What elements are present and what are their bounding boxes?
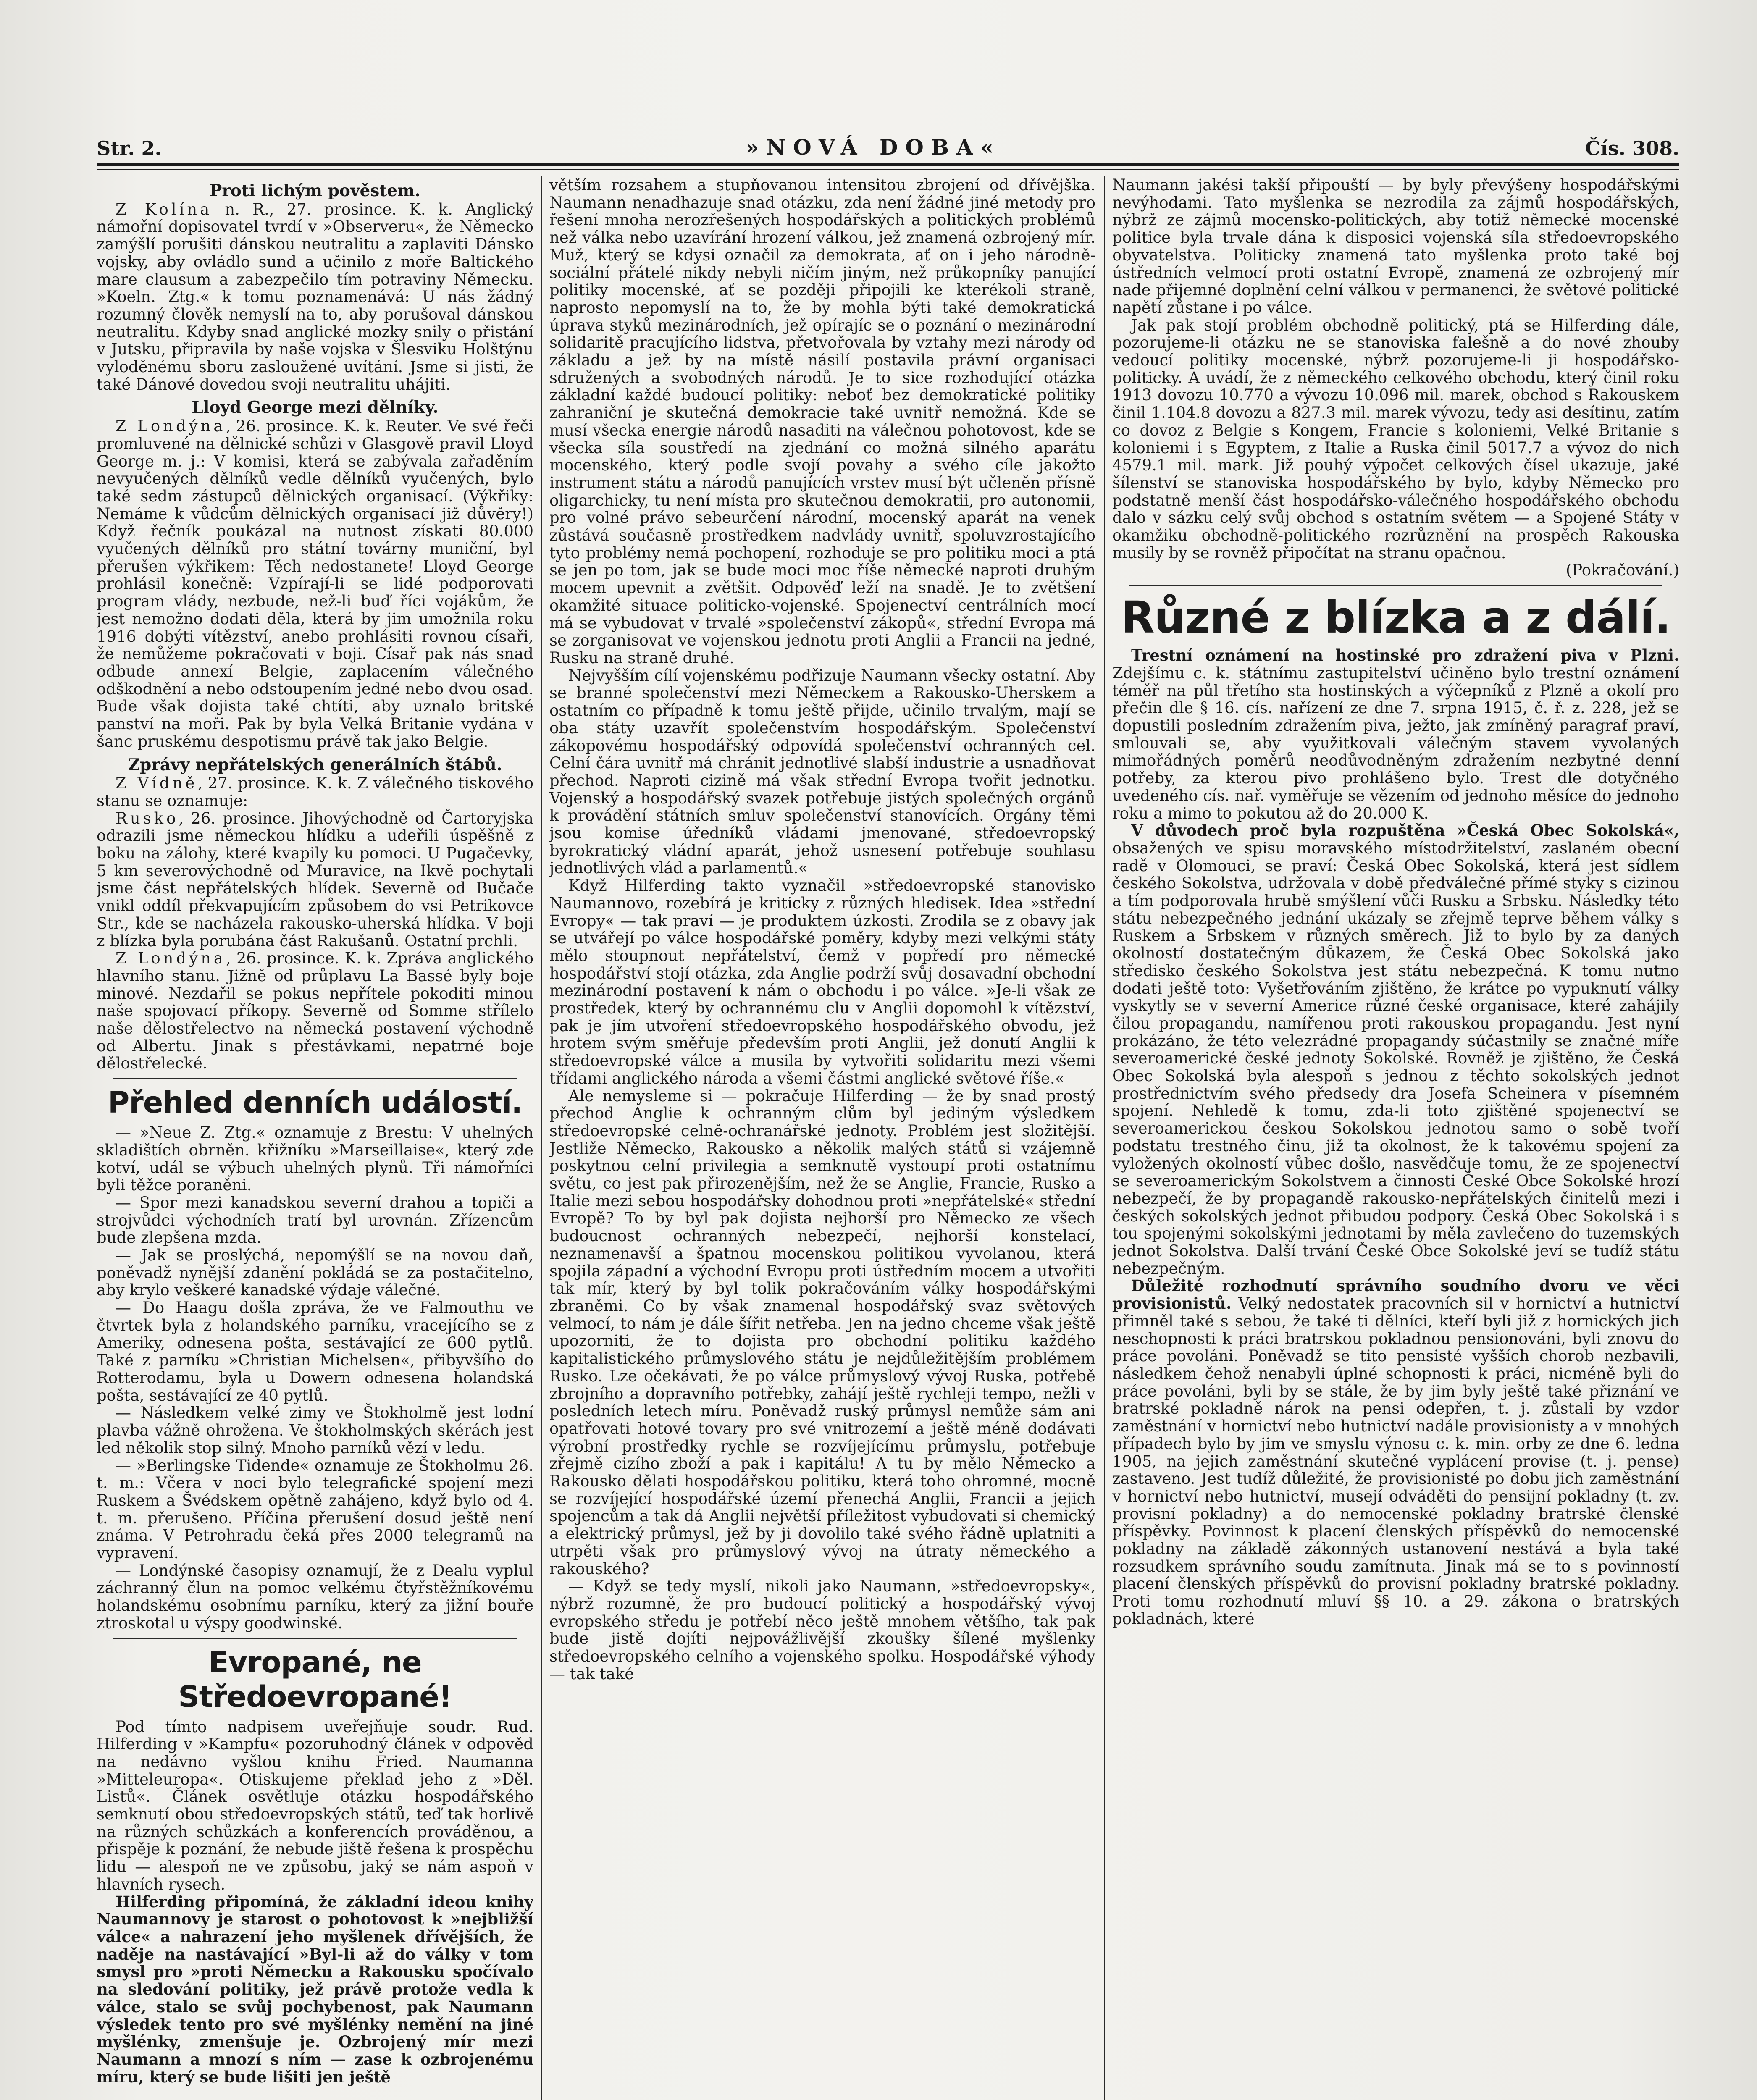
header-rule [97, 163, 1679, 166]
section-title-daily-events: Přehled denních událostí. [108, 1085, 522, 1120]
column-divider [1104, 176, 1105, 2100]
issue-number: Čís. 308. [1585, 137, 1679, 160]
section-rule [113, 1078, 517, 1079]
masthead-title: »NOVÁ DOBA« [746, 135, 1001, 160]
headline-enemy-staff-reports: Zprávy nepřátelských generálních štábů. [128, 755, 502, 774]
section-title-europeans: Evropané, ne Středoevropané! [178, 1645, 452, 1714]
section-title-misc: Různé z blízka a z dálí. [1121, 592, 1671, 643]
news-item: — Jak se proslýchá, nepomýšlí se na novou daň, poněvadž nynější zdanění pokládá se za postačitelno, aby krylo veškeré kanadské výdaje válečné. [97, 1246, 533, 1299]
section-rule [1129, 585, 1662, 586]
article-paragraph: větším rozsahem a stupňovanou intensitou zbrojení od dřívějška. Naumann nenadhazuje snad otázku, zda není žádné jiné metody pro řešení mnoha nerozřešených hospodářských a politických problémů než válka nebo uzavírání hrození válkou, jež znamená ozbrojený mír. Muž, který se kdysi označil za demokrata, ať on i jeho národně-sociální přátelé nikdy nebyli ničím jiným, než průkopníky panující politiky mocenské, ať se později připojili ke kterékoli straně, naprosto nepomyslí na to, že by mohla býti také demokratická úprava styků mezinárodních, jež opírajíc se o poznání o mezinárodní solidaritě pracujícího lidstva, přetvořovala by vztahy mezi národy od základu a jež by na místě násilí postavila právní organisaci sdružených a svobodných národů. Je to sice rozhodující otázka základní každé budoucí politiky: neboť bez demokratické politiky zahraniční je skutečná demokracie také uvnitř nemožná. Kde se musí všecka energie národů nasaditi na válečnou pohotovost, kde se všecka síla soustředí na zjednání co možná silného aparátu mocenského, který podle svojí povahy a svého cíle jakožto instrument státu a národů panujících vrstev musí být učleněn přísně oligarchicky, tu není místa pro skutečnou demokratii, pro autonomii, pro volné právo sebeurčení národní, mocenský aparát na venek zůstává současně prostředkem nadvlády uvnitř, spoluvzrostajícího tyto problémy nemá pochopení, rozhoduje se pro politiku moci a ptá se jen po tom, jak se bude moci moc říše německé naproti druhým mocem upevnit a zvětšit. Odpověď leží na snadě. Je to zvětšení okamžité situace politicko-vojenské. Spojenectví centrálních mocí má se vybudovat v trvalé »společenství zákopů«, střední Evropa má se zorganisovat ve vojenskou jednotu proti Anglii a Francii na jedné, Rusku na straně druhé. [549, 176, 1095, 667]
page-number: Str. 2. [97, 137, 162, 160]
article-paragraph: Jak pak stojí problém obchodně politický, ptá se Hilferding dále, pozorujeme-li otázku ne se stanoviska falešně a do nové zhouby vedoucí politiky mocenské, nýbrž pozorujeme-li ji hospodářsko-politicky. A uvádí, že z německého celkového obchodu, který činil roku 1913 dovozu 10.770 a vývozu 10.096 mil. marek, obchod s Rakouskem činil 1.104.8 dovozu a 827.3 mil. marek vývozu, tedy asi desítinu, zatím co dovoz z Belgie s Kongem, Francie s koloniemi, Velké Britanie s koloniemi i s Egyptem, z Italie a Ruska činil 5017.7 a vývoz do nich 4579.1 mil. mark. Již pouhý výpočet celkových čísel ukazuje, jaké šílenství se stanoviska hospodářského by bylo, kdyby Německo pro podstatně menší část hospodářsko-válečného hospodářského obchodu dalo v sázku celý svůj obchod s ostatním světem — a Spojené Státy v okamžiku obchodně-politického rozrůznění na prospěch Rakouska musily by se rovněž připočítat na stranu opačnou. [1112, 316, 1679, 562]
header-rule-thin [97, 169, 1679, 170]
article-paragraph: Pod tímto nadpisem uveřejňuje soudr. Rud. Hilferding v »Kampfu« pozoruhodný článek v odpověď na nedávno vyšlou knihu Fried. Naumanna »Mitteleuropa«. Otiskujeme překlad jeho z »Děl. Listů«. Článek osvětluje otázku hospodářského semknutí obou středoevropských států, teď tak horlivě na různých schůzkách a konferencích prováděnou, a přispěje k poznání, že nebude jiště řešena k prospěchu lidu — alespoň ne ve způsobu, jaký se nám aspoň v hlavních rysech. [97, 1717, 533, 1893]
continued-note: (Pokračování.) [1565, 561, 1679, 580]
article-paragraph: Když Hilferding takto vyznačil »středoevropské stanovisko Naumannovo, rozebírá je kriticky z různých hledisek. Idea »střední Evropy« — tak praví — je produktem úzkosti. Zrodila se z obavy jak se utvářejí po válce hospodářské poměry, kdyby mezi velkými státy mělo stoupnout nepřátelství, čemž v popředí pro německé hospodářství stojí otázka, zda Anglie podrží svůj dosavadní obchodní mezinárodní postavení k nám o obchodu i po válce. »Je-li však ze prostředek, který by ochrannému clu v Anglii dopomohl k vítězství, pak je jím utvoření středoevropského hospodářského obvodu, jež hrotem svým směřuje především proti Anglii, jež donutí Anglii k středoevropské válce a musila by vytvořiti solidaritu mezi všemi třídami anglického národa a všemi částmi anglické světové říše.« [549, 877, 1095, 1087]
section-rule [113, 1638, 517, 1639]
column-1 [97, 176, 533, 2100]
news-item: Důležité rozhodnutí správního soudního dvoru ve věci provisionistů. Velký nedostatek pracovních sil v hornictví a hutnictví přimněl také s sebou, že také ti dělníci, kteří byli již z hornických jich neschopnosti k práci bratrskou pokladnou pensionováni, byli znovu do práce povoláni. Poněvadž se tito pensisté vyšších chorob nezbavili, následkem čehož nenabyli úplné schopnosti k práci, nicméně byli do práce povoláni, byli by se stále, že by jim byly ještě také přiznání ve bratrské pokladně nárok na pensi odepřen, t. j. zůstali by vzdor zaměstnání v hornictví nebo hutnictví nadále provisionisty a v mnohých případech bylo by jim ve smyslu výnosu c. k. min. orby ze dne 6. ledna 1905, na jejich zaměstnání skutečné vyplácení provise (t. j. pense) zastaveno. Jest tudíž důležité, že provisionisté po dobu jich zaměstnání v hornictví nebo hutnictví, musejí odváděti do pensijní pokladny (t. zv. provisní pokladny) a do nemocenské pokladny bratrské členské příspěvky. Povinnost k placení členských příspěvků do nemocenské pokladny na základě zákonných ustanovení nestává a byla také rozsudkem správního soudu zamítnuta. Jinak má se to s povinností placení členských příspěvků do provisní pokladny bratrské pokladny. Proti tomu rozhodnutí mluví §§ 10. a 29. zákona o bratrských pokladnách, které [1112, 1276, 1679, 1628]
headline-lloyd-george: Lloyd George mezi dělníky. [192, 398, 439, 417]
news-item: — Londýnské časopisy oznamují, že z Dealu vyplul záchranný člun na pomoc velkému čtyřstěžníkovému holandskému osobnímu parníku, který za jižní bouře ztroskotal u výspy goodwinské. [97, 1561, 533, 1632]
news-item: — Spor mezi kanadskou severní drahou a topiči a strojvůdci východních tratí byl urovnán. Zřízencům bude zlepšena mzda. [97, 1193, 533, 1247]
article-paragraph: Z Londýna, 26. prosince. K. k. Zpráva anglického hlavního stanu. Jižně od průplavu La Bassé byly boje minové. Nezdařil se pokus nepřítele pokoditi minou naše spojovací příkopy. Severně od Somme střílelo naše dělostřelectvo na německá postavení východně od Albertu. Jinak s přestávkami, nepatrné boje dělostřelecké. [97, 949, 533, 1073]
news-item: — »Berlingske Tidende« oznamuje ze Štokholmu 26. t. m.: Včera v noci bylo telegrafické spojení mezi Ruskem a Švédskem opětně zahájeno, když bylo od 4. t. m. přerušeno. Příčina přerušení dosud ještě není známa. V Petrohradu čeká přes 2000 telegramů na vypravení. [97, 1456, 533, 1562]
column-3 [1112, 176, 1679, 2100]
news-item: — »Neue Z. Ztg.« oznamuje z Brestu: V uhelných skladištích obrněn. křižníku »Marseillaise«, který zde kotví, udál se výbuch uhelných plynů. Tři námořníci byli těžce poraněni. [97, 1124, 533, 1194]
article-paragraph: — Když se tedy myslí, nikoli jako Naumann, »středoevropsky«, nýbrž rozumně, že pro budoucí politický a hospodářský vývoj evropského středu je potřebí něco ještě mnohem většího, tak pak bude jistě dojíti nejpovážlivější zkoušky šílené myšlenky středoevropského celního a vojenského spolku. Hospodářské výhody — tak také [549, 1577, 1095, 1683]
news-item: V důvodech proč byla rozpuštěna »Česká Obec Sokolská«, obsažených ve spisu moravského místodržitelství, zaslaném obecní radě v Olomouci, se praví: Česká Obec Sokolská, která jest sídlem českého Sokolstva, udržovala v době předválečné přímé styky s cizinou a tím podporovala hrubě smýšlení vůči Rusku a Srbsku. Následky této státu nebezpečného jednání ukázaly se zřejmě teprve během války s Ruskem a Srbskem v různých směrech. Již to bylo by za daných okolností dostatečným důkazem, že Česká Obec Sokolská jako středisko českého Sokolstva jest státu nebezpečná. K tomu nutno dodati ještě toto: Vyšetřováním zjištěno, že krátce po vypuknutí války vyskytly se v severní Americe různé české organisace, které zahájily čilou propagandu, namířenou proti rakouskou propagandu. Jest nyní prokázáno, že této velezrádné propagandy súčastnily se značné míře severoamerické české jednoty Sokolské. Rovněž je zjištěno, že Česká Obec Sokolská byla alespoň s jednou z těchto sokolských jednot prostřednictvím svého předsedy dra Josefa Scheinera v písemném spojení. Nehledě k tomu, zda-li toto zjištěné spojenectví se severoamerickou českou Sokolskou jednotou samo o sobě tvoří podstatu trestného činu, již ta okolnost, že k takovému spojení za vyložených okolností vůbec došlo, nasvědčuje tomu, že ze spojenectví se severoamerickým Sokolstvem a činnosti České Obce Sokolské hrozí nebezpečí, že by propagandě rakousko-nepřátelských činitelů mezi i českých sokolských jednot přibudou podpory. Česká Obec Sokolská i s tou spojenými sokolskými jednotami by měla zavlečeno do tuzemských jednot Sokolstva. Další trvání České Obce Sokolské jeví se tudíž státu nebezpečným. [1112, 821, 1679, 1278]
page-header [97, 126, 1679, 160]
news-item: — Následkem velké zimy ve Štokholmě jest lodní plavba vážně ohrožena. Ve štokholmských skérách jest led několik stop silný. Mnoho parníků vězí v ledu. [97, 1404, 533, 1457]
column-2 [549, 176, 1095, 2100]
news-item: Trestní oznámení na hostinské pro zdražení piva v Plzni. Zdejšímu c. k. státnímu zastupitelství učiněno bylo trestní oznámení téměř na půl třetího sta hostinských a výčepníků z Plzně a okolí pro přečin dle § 16. cís. nařízení ze dne 7. srpna 1915, č. ř. z. 228, jež se dopustili posledním zdražením piva, ježto, jak zmíněný paragraf praví, smlouvali se, aby využitkovali válečným stavem vyvolaných mimořádných poměrů neodůvodněným zdražením nezbytné denní potřeby, za kterou pivo prohlášeno bylo. Trest dle dotyčného uvedeného cís. nař. vyměřuje se vězením od jednoho měsíce do jednoho roku a mimo to pokutou až do 20.000 K. [1112, 646, 1679, 822]
article-paragraph: Z Vídně, 27. prosince. K. k. Z válečného tiskového stanu se oznamuje: [97, 774, 533, 810]
news-item: — Do Haagu došla zpráva, že ve Falmouthu ve čtvrtek byla z holandského parníku, vracejícího se z Ameriky, odnesena pošta, sestávající ze 600 pytlů. Také z parníku »Christian Michelsen«, přibyvšího do Rotterodamu, byla u Dowern odnesena holandská pošta, sestávající ze 40 pytlů. [97, 1299, 533, 1404]
article-paragraph: Hilferding připomíná, že základní ideou knihy Naumannovy je starost o pohotovost k »nejbližší válce« a nahrazení jeho myšlenek dřívějších, že naděje na nastávající »Byl-li až do války v tom smysl pro »proti Německu a Rakousku spočívalo na sledování politiky, jež právě protože vedla k válce, stalo se svůj pochybenost, pak Naumann výsledek tento pro své myšlénky nemění na jiné myšlénky, zmenšuje je. Ozbrojený mír mezi Naumann a mnozí s ním — zase k ozbrojenému míru, který se bude lišiti jen ještě [97, 1892, 533, 2086]
article-paragraph: Naumann jakési takší připouští — by byly převýšeny hospodářskými nevýhodami. Tato myšlenka se nezrodila za zájmů hospodářských, nýbrž ze zájmů mocensko-politických, aby totiž německé mocenské politice byla trvale dána k disposici vojenská síla středoevropského obyvatelstva. Politicky znamená tato myšlenka proto také boj ústředních velmocí proti ostatní Evropě, znamená ze ozbrojený mír nade přijemné doplnění celní válkou v permanenci, že světové politické napětí zůstane i po válce. [1112, 176, 1679, 317]
column-divider [541, 176, 542, 2100]
article-paragraph: Ale nemysleme si — pokračuje Hilferding — že by snad prostý přechod Anglie k ochranným clům byl jediným výsledkem středoevropské celně-ochranářské jednoty. Problém jest složitější. Jestliže Německo, Rakousko a několik malých států si vzájemně poskytnou celní privilegia a semknutě vystoupí proti ostatnímu světu, co jest pak přirozenějším, než že se Anglie, Francie, Rusko a Italie mezi sebou hospodářsky dohodnou proti »nepřátelské« střední Evropě? To by byl pak dojista nejhorší pro Německo ze všech budoucnost ochranných nebezpečí, nejhorší konstelací, neznamenavší a špatnou mocenskou politikou vyvolanou, která spojila západní a východní Evropu proti ústředním mocem a utvořiti tak mír, který by byl tolik pokračováním války hospodářskými zbraněmi. Co by však znamenal hospodářský svaz světových velmocí, to nám je dále šířit netřeba. Jen na jedno chceme však ještě upozorniti, že to dojista pro obchodní politiku každého kapitalistického průmyslového státu je nejdůležitějším problémem Rusko. Lze očekávati, že po válce průmyslový vývoj Ruska, potřebě zbrojního a dopravního potřebky, zahájí ještě rychleji tempo, nežli v posledních letech míru. Poněvadž ruský průmysl nemůže sám ani opatřovati hotové tovary pro své vnitrozemí a ještě méně dodávati výrobní prostředky rychle se rozvíjejícímu průmyslu, potřebuje zřejmě cizího zboží a pak i kapitálu! A tu by mělo Německo a Rakousko dělati hospodářskou politiku, která toho ohromné, mocně se rozvíjející hospodářské území přenechá Anglii, Francii a jejich spojencům a tak dá Anglii největší příležitost vybudovati si chemický a elektrický průmysl, jež by ji dovolilo také svého řádně uplatniti a utrpěti však pro průmyslový vývoj na útraty německého a rakouského? [549, 1087, 1095, 1578]
article-paragraph: Nejvyšším cílí vojenskému podřizuje Naumann všecky ostatní. Aby se branné společenství mezi Německem a Rakousko-Uherskem a ostatním co případně k tomu ještě přijde, učinilo trvalým, mají se oba státy uzavřít společenstvím hospodářským. Společenství zákopovému hospodářský odpovídá společenství ochranných cel. Celní čára uvnitř má chránit jednotlivé slabší industrie a usnadňovat přechod. Naproti cizině má však střední Evropa tvořit jednotku. Vojenský a hospodářský svazek potřebuje jistých společných orgánů k provádění státních smluv společenství stanovících. Orgány těmi jsou komise úředníků vládami jmenované, středoevropský byrokratický vládní aparát, jehož usnesení potřebuje souhlasu jednotlivých vlád a parlamentů.« [549, 666, 1095, 877]
article-paragraph: Z Londýna, 26. prosince. K. k. Reuter. Ve své řeči promluvené na dělnické schůzi v Glasgově pravil Lloyd George m. j.: V komisi, která se zabývala zařaděním nevyučených dělníků vedle dělníků vyučených, bylo také sedm zástupců dělnických organisací. (Výkřiky: Nemáme k vůdcům dělnických organisací již důvěry!) Když řečník poukázal na nutnost získati 80.000 vyučených dělníků pro státní továrny muniční, byl přerušen výkřikem: Těch nedostanete! Lloyd George prohlásil konečně: Vzpírají-li se lidé podporovati program vlády, nezbude, než-li buď říci vojákům, že jest nemožno dodati děla, která by jim umožnila roku 1916 dobýti vítězství, anebo prohlásiti rovnou císaři, že nemůžeme pokračovati v boji. Císař pak nás snad odbude annexí Belgie, zaplacením válečného odškodnění a nebo odstoupením jedné nebo dvou osad. Bude však dojista také chtíti, aby uznalo britské panství na moři. Pak by byla Velká Britanie vydána v šanc pruskému despotismu právě tak jako Belgie. [97, 417, 533, 751]
headline-rumors: Proti lichým pověstem. [210, 181, 420, 200]
article-paragraph: Rusko, 26. prosince. Jihovýchodně od Čartoryjska odrazili jsme německou hlídku a udeřili úspěšně z boku na zálohy, které kvapily ku pomoci. U Pugačevky, 5 km severovýchodně od Muravice, na Ikvě pochytali jsme část nepřátelských hlídek. Severně od Bučače vnikl oddíl překvapujícím způsobem do vsi Petrikovce Str., kde se nacházela rakousko-uherská hlídka. V boji z blízka byla porubána část Rakušanů. Ostatní prchli. [97, 809, 533, 950]
article-paragraph: Z Kolína n. R., 27. prosince. K. k. Anglický námořní dopisovatel tvrdí v »Observeru«, že Německo zamýšlí porušiti dánskou neutralitu a zaplaviti Dánsko vojsky, aby ovládlo sund a učinilo z moře Baltického mare clausum a zabezpečilo tím potraviny Německu. »Koeln. Ztg.« k tomu poznamenává: U nás žádný rozumný člověk nemyslí na to, aby porušoval dánskou neutralitu. Kdyby snad anglické mozky snily o přistání v Jutsku, připravila by naše vojska v Šlesviku Holštýnu vyloděnému sboru zasloužené uvítání. Jsme si jisti, že také Dánové dovedou svoji neutralitu uhájiti. [97, 200, 533, 394]
